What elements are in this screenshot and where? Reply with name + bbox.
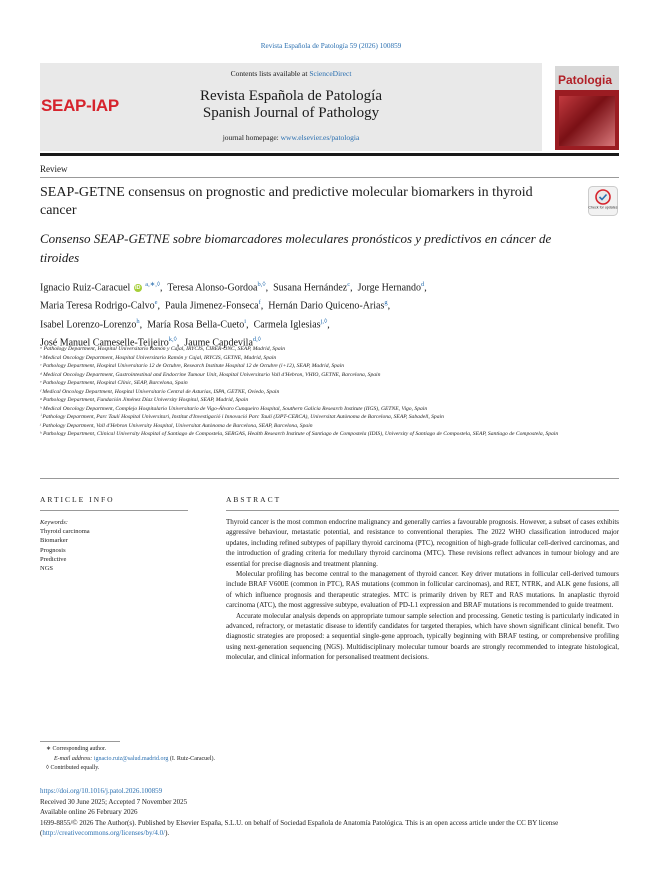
affiliation: ᵃ Pathology Department, Hospital Universitario Ramón y Cajal, IRYCIS, CIBER-ONC, SEAP, Madrid, Spain — [40, 346, 286, 352]
homepage-prefix: journal homepage: — [222, 133, 281, 142]
author-affiliation-marker[interactable]: i — [244, 317, 247, 325]
sciencedirect-link[interactable]: ScienceDirect — [309, 69, 352, 78]
affiliation: ᵉ Pathology Department, Hospital Clínic, SEAP, Barcelona, Spain — [40, 380, 188, 386]
author-affiliation-marker[interactable]: g — [384, 299, 388, 307]
journal-title-en: Spanish Journal of Pathology — [202, 105, 380, 121]
equal-contribution-note: ◊ Contributed equally. — [46, 765, 100, 771]
affiliation: ᶠ Medical Oncology Department, Hospital Universitario Central de Asturias, ISPA, GETNE, Oviedo, Spain — [40, 388, 280, 395]
author-name[interactable]: Isabel Lorenzo-Lorenzo — [40, 318, 137, 330]
author-affiliation-marker[interactable]: a,∗,◊ — [145, 281, 161, 288]
author-name[interactable]: Jorge Hernando — [357, 282, 422, 294]
contents-line — [40, 69, 542, 78]
author-name[interactable]: María Rosa Bella-Cueto — [147, 318, 245, 330]
abstract-heading: ABSTRACT — [226, 495, 282, 504]
email-link[interactable]: ignacio.ruiz@salud.madrid.org — [93, 755, 169, 762]
abstract-paragraph: Molecular profiling has become central to the management of thyroid cancer. Key driver mutations in follicular cell-derived tumours include BRAF V600E (common in PTC), RAS mutations (common in follicular carcinomas), and RET, NTRK, and ALK gene fusions, all of which influence prognosis and therapeutic strategies. MTC is primarily driven by RET and RAS mutations. In anaplastic thyroid carcinoma (ATC), the most aggressive subtype, evaluation of PD-L1 expression and BRAF mutations is recommended to guide treatment. — [226, 570, 619, 610]
author-affiliation-marker[interactable]: c — [347, 281, 351, 288]
available-online: Available online 26 February 2026 — [40, 808, 138, 816]
footnote-rule — [40, 741, 120, 742]
corresponding-author-note: ∗ Corresponding author. — [46, 746, 107, 752]
publication-info — [40, 786, 620, 839]
keywords-label: Keywords: — [40, 519, 68, 526]
affiliation: ᵈ Medical Oncology Department, Gastrointestinal and Endocrine Tumour Unit, Hospital Universitario Vall d'Hebron, VHIO, GETNE, Barcelona, Spain — [40, 371, 381, 378]
journal-title-es: Revista Española de Patología — [199, 88, 383, 104]
affiliations — [40, 345, 585, 439]
article-type: Review — [40, 164, 68, 174]
homepage-line — [40, 133, 542, 142]
author-name[interactable]: Susana Hernández — [273, 282, 348, 294]
affiliation: ᵇ Medical Oncology Department, Hospital Universitario Ramón y Cajal, IRYCIS, GETNE, Madrid, Spain — [40, 354, 277, 361]
author-name[interactable]: Teresa Alonso-Gordoa — [167, 282, 258, 294]
orcid-icon[interactable]: iD — [134, 285, 141, 292]
contents-prefix: Contents lists available at — [230, 69, 310, 78]
footnotes — [46, 745, 215, 774]
author-affiliation-marker[interactable]: k,◊ — [168, 335, 177, 343]
abstract-body — [226, 517, 619, 663]
article-title-spanish: Consenso SEAP-GETNE sobre biomarcadores moleculares pronósticos y predictivos en cáncer de tiroides — [40, 231, 552, 265]
license-prefix: 1699-8855/© 2026 The Author(s). Published by Elsevier España, S.L.U. on behalf of Sociedad Española de Anatomía Patológica. This is an open access article under the CC BY license ( — [40, 818, 559, 837]
affiliation: ᵏ Pathology Department, Clinical University Hospital of Santiago de Compostela, SERGAS, Health Research Institute of Santiago de Compostela (IDIS), University of Santiago de Compostela, SEAP, Santiago de Compostela, Spain — [40, 431, 559, 437]
divider — [40, 478, 619, 479]
cover-title: Patologia — [558, 73, 613, 87]
seap-logo: SEAP-IAP — [41, 96, 119, 115]
author-name[interactable]: Jaume Capdevila — [184, 337, 253, 349]
affiliation: ᵍ Pathology Department, Fundación Jiménez Díaz University Hospital, SEAP, Madrid, Spain — [40, 397, 249, 403]
abstract-paragraph: Thyroid cancer is the most common endocrine malignancy and generally carries a favourable prognosis. However, a subset of cases exhibits aggressive behaviour, metastatic potential, and resistance to conventional therapies. The 2022 WHO classification introduced major updates, including refined subtypes of papillary thyroid carcinoma (PTC), recognition of high-grade follicular cell-derived carcinomas, and the introduction of grading criteria for medullary thyroid carcinoma (MTC). These revisions reflect advances in tumour biology and are essential for precise diagnosis and treatment planning. — [226, 518, 619, 568]
email-line — [46, 755, 215, 765]
author-name[interactable]: Ignacio Ruiz-Caracuel — [40, 282, 131, 294]
divider — [40, 177, 619, 178]
received-dates: Received 30 June 2025; Accepted 7 November 2025 — [40, 797, 188, 806]
keyword: Prognosis — [40, 546, 66, 554]
author-name[interactable]: José Manuel Cameselle-Teijeiro — [40, 337, 169, 349]
doi-link[interactable]: https://doi.org/10.1016/j.patol.2026.100859 — [40, 787, 163, 795]
divider — [40, 510, 188, 511]
author-name[interactable]: Carmela Iglesias — [253, 318, 321, 330]
author-name[interactable]: Hernán Dario Quiceno-Arias — [268, 300, 385, 312]
affiliation: ᶜ Pathology Department, Hospital Universitario 12 de Octubre, Research Institute Hospital 12 de Octubre (i+12), SEAP, Madrid, Spain — [40, 363, 345, 369]
check-for-updates-label: Check for updates — [588, 205, 618, 210]
author-name[interactable]: Maria Teresa Rodrigo-Calvo — [40, 300, 155, 312]
keyword: Predictive — [40, 555, 67, 563]
article-info-heading: ARTICLE INFO — [40, 495, 115, 504]
abstract-paragraph: Accurate molecular analysis depends on appropriate tumour sample selection and processing. Genetic testing is particularly indicated in advanced, refractory, or metastatic disease to identify candidates for targeted therapies, which have shown significant clinical benefit. Two diagnostic strategies are proposed: a sequential single-gene approach, typically beginning with BRAF testing, or comprehensive profiling using next-generation sequencing (NGS). Multidisciplinary molecular tumour boards are strongly recommended to integrate histological, molecular, and clinical information for personalised treatment decisions. — [226, 611, 619, 662]
author-affiliation-marker[interactable]: j,◊ — [320, 317, 328, 325]
keyword: Thyroid carcinoma — [40, 528, 90, 536]
divider — [226, 510, 619, 511]
author-affiliation-marker[interactable]: b,◊ — [257, 281, 266, 288]
keywords-section — [40, 518, 90, 573]
keyword: Biomarker — [40, 537, 68, 545]
check-for-updates-icon[interactable] — [588, 186, 618, 216]
keyword: NGS — [40, 565, 54, 573]
affiliation: ʰ Medical Oncology Department, Complejo Hospitalario Universitario de Vigo-Álvaro Cunqueiro Hospital, Southern Galicia Research Institute (IIGS), GETNE, Vigo, Spain — [40, 405, 428, 412]
license-suffix: ). — [165, 829, 170, 837]
affiliation: ⁱ Pathology Department, Parc Taulí Hospital Universitari, Institut d'Investigació i Innovació Parc Taulí (I3PT-CERCA), Universitat Autònoma de Barcelona, SEAP, Sabadell, Spain — [40, 414, 444, 420]
header-rule — [40, 153, 619, 156]
journal-cover-image[interactable] — [555, 66, 619, 150]
author-affiliation-marker[interactable]: d,◊ — [252, 335, 261, 343]
author-list: Ignacio Ruiz-Caracuel iD $^{a,∗,◊}$, Teresa Alonso-Gordoa$^{b,◊}$, Susana Hernández$^c$, Jorge Hernando$^d$, Maria Teresa Rodrigo-Calvo$^e$, Paula Jimenez-Fonseca$^f$, Hernán Dario Quiceno-Arias$^g$, Isabel Lorenzo-Lorenzo$^h$, María Rosa Bella-Cueto$^i$, Carmela Iglesias$^{j,◊}$, José Manuel Cameselle-Teijeiro$^{k,◊}$, Jaume Capdevila$^{d,◊}$ — [40, 281, 427, 349]
author-affiliation-marker[interactable]: f — [258, 299, 261, 307]
author-affiliation-marker[interactable]: e — [154, 299, 158, 307]
homepage-link[interactable]: www.elsevier.es/patologia — [280, 133, 360, 142]
affiliation: ʲ Pathology Department, Vall d'Hebron University Hospital, Universitat Autònoma de Barcelona, SEAP, Barcelona, Spain — [40, 422, 313, 429]
author-affiliation-marker[interactable]: h — [136, 317, 140, 325]
license-link[interactable]: http://creativecommons.org/licenses/by/4.0/ — [42, 829, 166, 837]
author-affiliation-marker[interactable]: d — [421, 281, 425, 288]
article-title: SEAP-GETNE consensus on prognostic and predictive molecular biomarkers in thyroid cancer — [40, 185, 533, 218]
author-name[interactable]: Paula Jimenez-Fonseca — [165, 300, 259, 312]
journal-reference[interactable]: Revista Española de Patología 59 (2026) 100859 — [260, 42, 402, 50]
email-label: E-mail address: — [54, 755, 94, 762]
license-text — [40, 818, 620, 839]
email-suffix: (I. Ruiz-Caracuel). — [168, 755, 216, 762]
